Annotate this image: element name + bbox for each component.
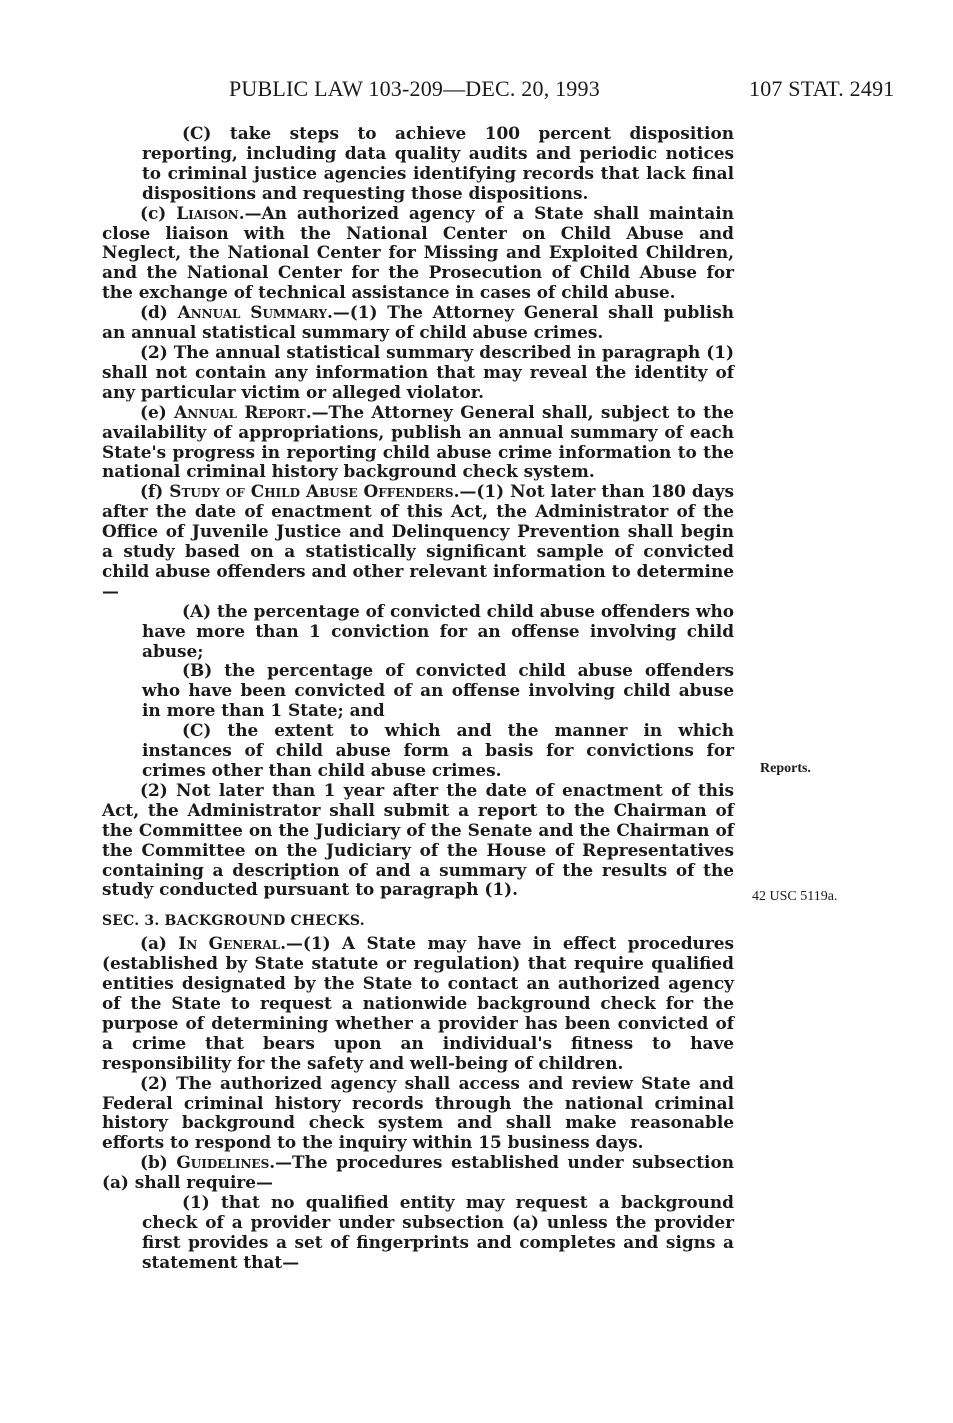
paragraph-label: (c) <box>140 202 177 223</box>
paragraph-c-dispositions: (C) take steps to achieve 100 percent disposition reporting, including data quality audits and periodic notices to criminal justice agencies identifying records that lack final dispositions and requesting those dispositions. <box>142 123 734 203</box>
paragraph-text: —The procedures established under subsection (a) shall require— <box>102 1152 734 1193</box>
paragraph-text: —(1) The Attorney General shall publish an annual statistical summary of child abuse crimes. <box>102 302 734 343</box>
paragraph-guidelines-1: (1) that no qualified entity may request a background check of a provider under subsection (a) unless the provider first provides a set of fingerprints and completes and signs a statement that— <box>142 1192 734 1272</box>
paragraph-liaison <box>102 204 734 304</box>
paragraph-heading: Annual Report. <box>174 401 312 422</box>
section-heading: SEC. 3. BACKGROUND CHECKS. <box>102 913 365 930</box>
paragraph-label: (f) <box>140 481 170 502</box>
margin-note-reports: Reports. <box>760 761 811 776</box>
paragraph-heading: Annual Summary. <box>177 302 333 323</box>
paragraph-annual-summary <box>102 303 734 343</box>
page-number: 107 STAT. 2491 <box>749 76 895 101</box>
paragraph-in-general-2: (2) The authorized agency shall access and review State and Federal criminal history records through the national criminal history background check system and shall make reasonable efforts to respond to the inquiry within 15 business days. <box>102 1072 734 1153</box>
paragraph-heading: Study of Child Abuse Offenders. <box>169 481 460 502</box>
paragraph-summary-2: (2) The annual statistical summary described in paragraph (1) shall not contain any information that may reveal the identity of any particular victim or alleged violator. <box>102 341 734 402</box>
paragraph-study-a: (A) the percentage of convicted child abuse offenders who have more than 1 conviction for an offense involving child abuse; <box>142 600 734 661</box>
paragraph-heading: Liaison. <box>176 202 245 223</box>
document-body <box>102 124 734 1273</box>
paragraph-annual-report <box>102 403 734 483</box>
paragraph-text: —(1) Not later than 180 days after the date of enactment of this Act, the Administrator of the Office of Juvenile Justice and Delinquency Prevention shall begin a study based on a statistically significant sample of convicted child abuse offenders and other relevant information to determine— <box>102 481 734 601</box>
paragraph-study-2: (2) Not later than 1 year after the date of enactment of this Act, the Administrator shall submit a report to the Chairman of the Committee on the Judiciary of the Senate and the Chairman of the Committee on the Judiciary of the House of Representatives containing a description of and a summary of the results of the study conducted pursuant to paragraph (1). <box>102 779 734 900</box>
paragraph-label: (e) <box>140 401 175 422</box>
paragraph-study <box>102 482 734 601</box>
paragraph-guidelines <box>102 1153 734 1193</box>
paragraph-in-general <box>102 934 734 1073</box>
paragraph-text: —(1) A State may have in effect procedures (established by State statute or regulation) that require qualified entities designated by the State to contact an authorized agency of the State to request a nationwide background check for the purpose of determining whether a provider has been convicted of a crime that bears upon an individual's fitness to have responsibility for the safety and well-being of children. <box>102 933 734 1073</box>
paragraph-study-c: (C) the extent to which and the manner in which instances of child abuse form a basis for convictions for crimes other than child abuse crimes. <box>142 720 734 780</box>
paragraph-study-b: (B) the percentage of convicted child abuse offenders who have been convicted of an offense involving child abuse in more than 1 State; and <box>142 660 734 721</box>
running-header-title: PUBLIC LAW 103-209—DEC. 20, 1993 <box>229 76 600 101</box>
margin-note-usc: 42 USC 5119a. <box>752 889 838 904</box>
paragraph-label: (b) <box>140 1152 177 1173</box>
paragraph-heading: Guidelines. <box>176 1152 276 1173</box>
paragraph-heading: In General. <box>178 933 286 954</box>
paragraph-label: (d) <box>140 302 178 323</box>
paragraph-label: (a) <box>140 933 179 954</box>
paragraph-text: —An authorized agency of a State shall maintain close liaison with the National Center on Child Abuse and Neglect, the National Center for Missing and Exploited Children, and the National Center for the Prosecution of Child Abuse for the exchange of technical assistance in cases of child abuse. <box>102 202 734 303</box>
paragraph-text: —The Attorney General shall, subject to the availability of appropriations, publish an annual summary of each State's progress in reporting child abuse crime information to the national criminal history background check system. <box>102 401 734 482</box>
